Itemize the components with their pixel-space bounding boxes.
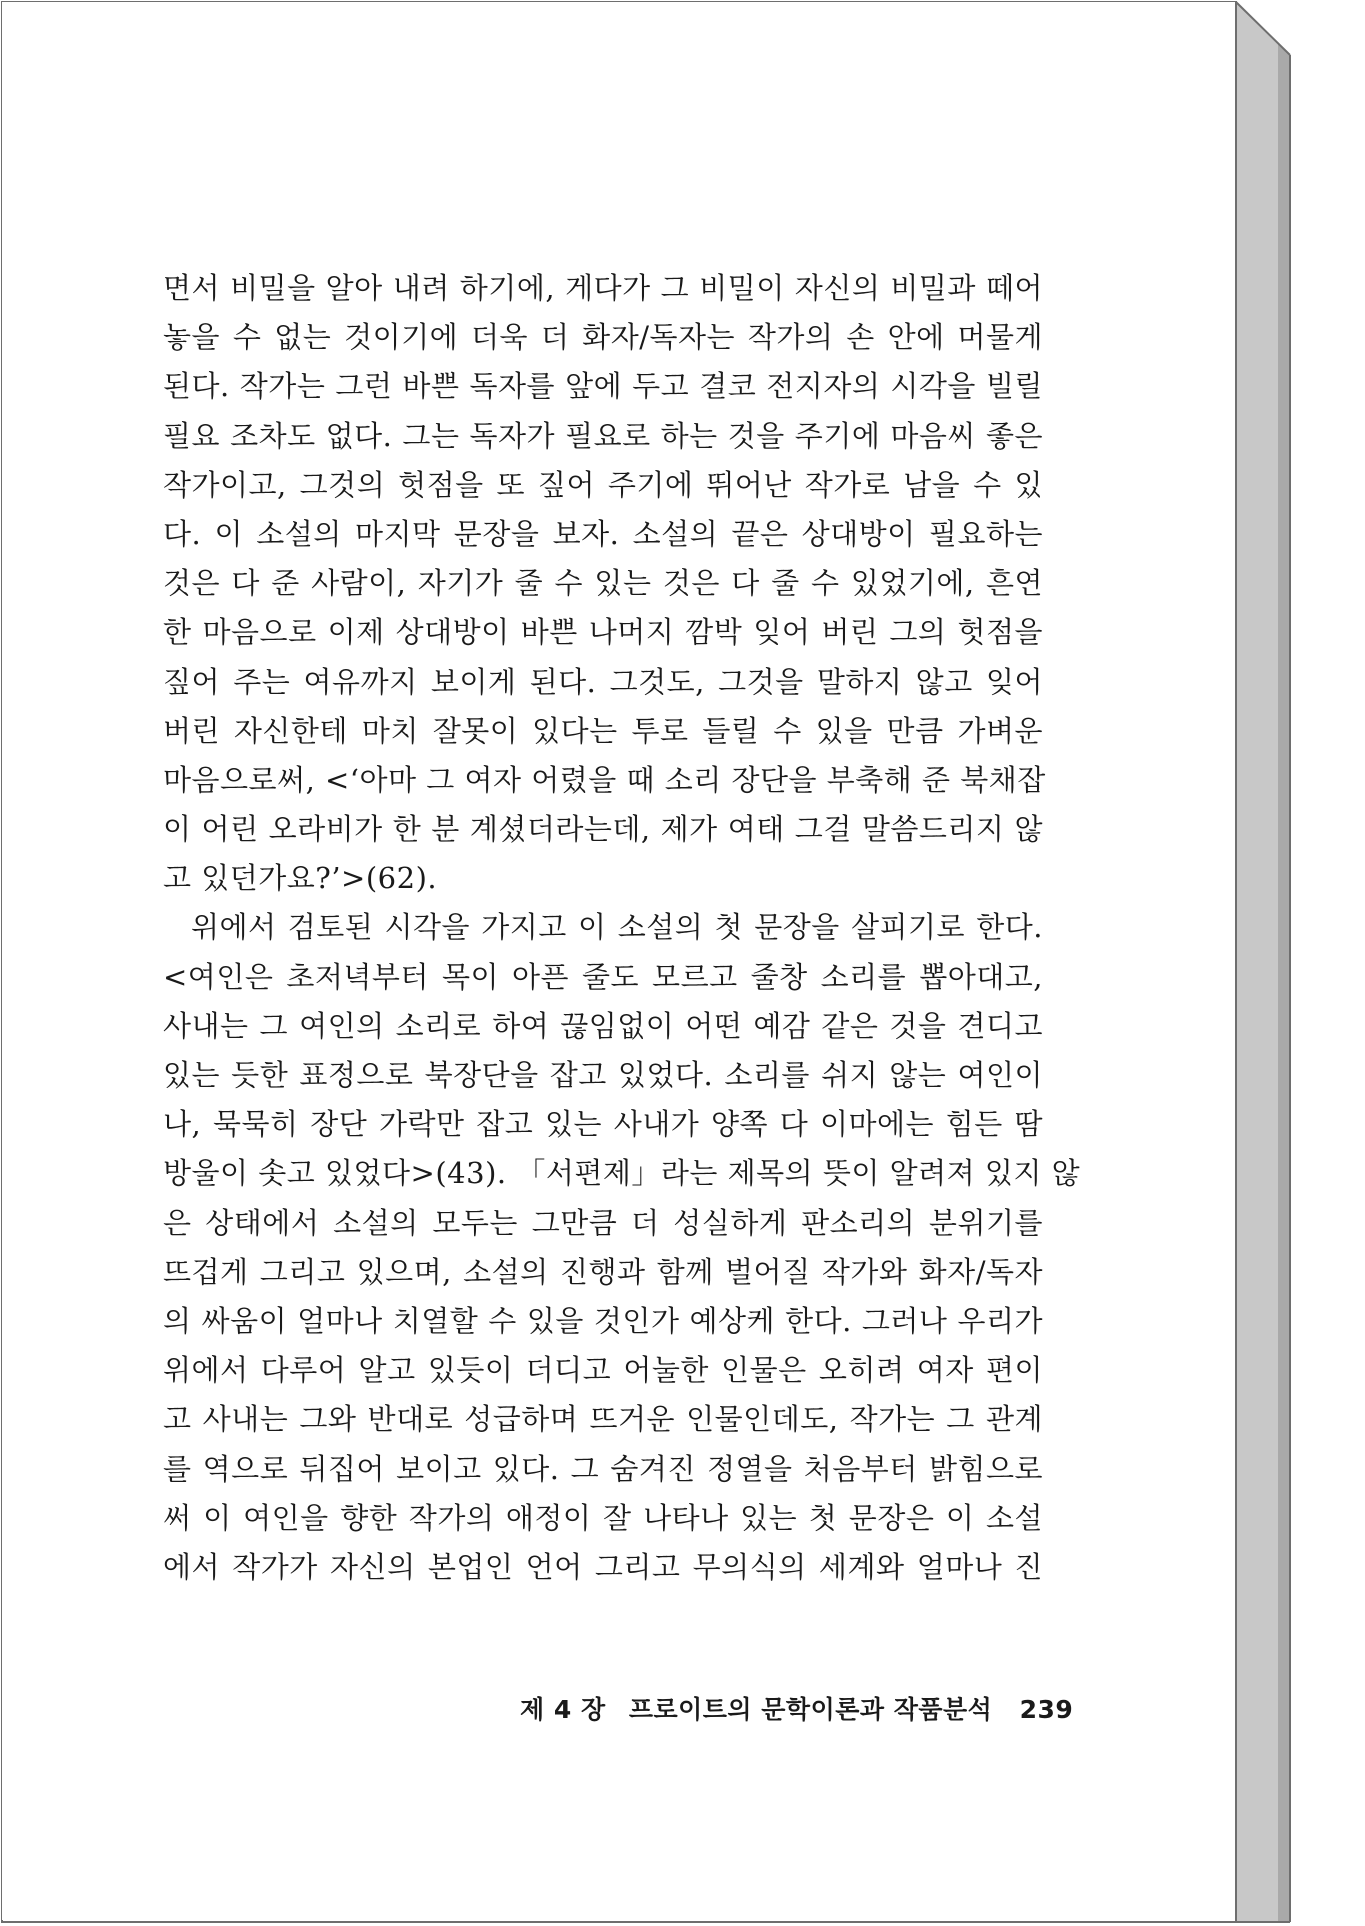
body-text bbox=[163, 264, 1081, 1592]
text-line: 고 있던가요?’>(62). bbox=[163, 861, 438, 896]
text-line: 있는 듯한 표정으로 북장단을 잡고 있었다. 소리를 쉬지 않는 여인이 bbox=[163, 1058, 1043, 1092]
text-line: 짚어 주는 여유까지 보이게 된다. 그것도, 그것을 말하지 않고 잊어 bbox=[163, 664, 1043, 699]
text-line: 다. 이 소설의 마지막 문장을 보자. 소설의 끝은 상대방이 필요하는 bbox=[163, 516, 1043, 551]
text-line: <여인은 초저녁부터 목이 아픈 줄도 모르고 줄창 소리를 뽑아대고, bbox=[163, 959, 1043, 994]
text-line: 된다. 작가는 그런 바쁜 독자를 앞에 두고 결코 전지자의 시각을 빌릴 bbox=[163, 369, 1043, 404]
text-line: 고 사내는 그와 반대로 성급하며 뜨거운 인물인데도, 작가는 그 관계 bbox=[163, 1402, 1043, 1437]
text-line: 작가이고, 그것의 헛점을 또 짚어 주기에 뛰어난 작가로 남을 수 있 bbox=[163, 467, 1043, 502]
book-right-edge-shadow bbox=[1278, 44, 1290, 1922]
text-line: 써 이 여인을 향한 작가의 애정이 잘 나타나 있는 첫 문장은 이 소설 bbox=[163, 1500, 1043, 1535]
text-line: 놓을 수 없는 것이기에 더욱 더 화자/독자는 작가의 손 안에 머물게 bbox=[163, 320, 1043, 355]
text-line: 면서 비밀을 알아 내려 하기에, 게다가 그 비밀이 자신의 비밀과 떼어 bbox=[163, 271, 1043, 305]
text-line: 위에서 다루어 알고 있듯이 더디고 어눌한 인물은 오히려 여자 편이 bbox=[163, 1353, 1043, 1388]
paragraph-1 bbox=[163, 264, 1046, 903]
text-line: 필요 조차도 없다. 그는 독자가 필요로 하는 것을 주기에 마음씨 좋은 bbox=[163, 418, 1043, 453]
text-line: 마음으로써, <‘아마 그 여자 어렸을 때 소리 장단을 부축해 준 북채잡 bbox=[163, 762, 1046, 797]
text-line: 뜨겁게 그리고 있으며, 소설의 진행과 함께 벌어질 작가와 화자/독자 bbox=[163, 1254, 1043, 1289]
text-line: 의 싸움이 얼마나 치열할 수 있을 것인가 예상케 한다. 그러나 우리가 bbox=[163, 1303, 1043, 1338]
footer-chapter: 제 4 장 bbox=[520, 1695, 606, 1724]
paragraph-2 bbox=[163, 903, 1081, 1592]
text-line: 를 역으로 뒤집어 보이고 있다. 그 숨겨진 정열을 처음부터 밝힘으로 bbox=[163, 1451, 1043, 1486]
text-line: 은 상태에서 소설의 모두는 그만큼 더 성실하게 판소리의 분위기를 bbox=[163, 1205, 1043, 1240]
text-line: 에서 작가가 자신의 본업인 언어 그리고 무의식의 세계와 얼마나 진 bbox=[163, 1549, 1043, 1584]
running-footer bbox=[520, 1690, 1074, 1726]
page-number: 239 bbox=[1019, 1695, 1074, 1724]
text-line: 이 어린 오라비가 한 분 계셨더라는데, 제가 여태 그걸 말씀드리지 않 bbox=[163, 812, 1043, 847]
footer-title: 프로이트의 문학이론과 작품분석 bbox=[628, 1695, 993, 1724]
text-line: 한 마음으로 이제 상대방이 바쁜 나머지 깜박 잊어 버린 그의 헛점을 bbox=[163, 615, 1043, 650]
text-line: 버린 자신한테 마치 잘못이 있다는 투로 들릴 수 있을 만큼 가벼운 bbox=[163, 713, 1043, 748]
text-line: 나, 묵묵히 장단 가락만 잡고 있는 사내가 양쪽 다 이마에는 힘든 땀 bbox=[163, 1107, 1043, 1142]
text-line: 것은 다 준 사람이, 자기가 줄 수 있는 것은 다 줄 수 있었기에, 흔연 bbox=[163, 566, 1043, 601]
text-line: 사내는 그 여인의 소리로 하여 끊임없이 어떤 예감 같은 것을 견디고 bbox=[163, 1008, 1043, 1043]
text-line: 위에서 검토된 시각을 가지고 이 소설의 첫 문장을 살피기로 한다. bbox=[191, 910, 1043, 945]
text-line: 방울이 솟고 있었다>(43). 「서편제」라는 제목의 뜻이 알려져 있지 않 bbox=[163, 1156, 1081, 1191]
